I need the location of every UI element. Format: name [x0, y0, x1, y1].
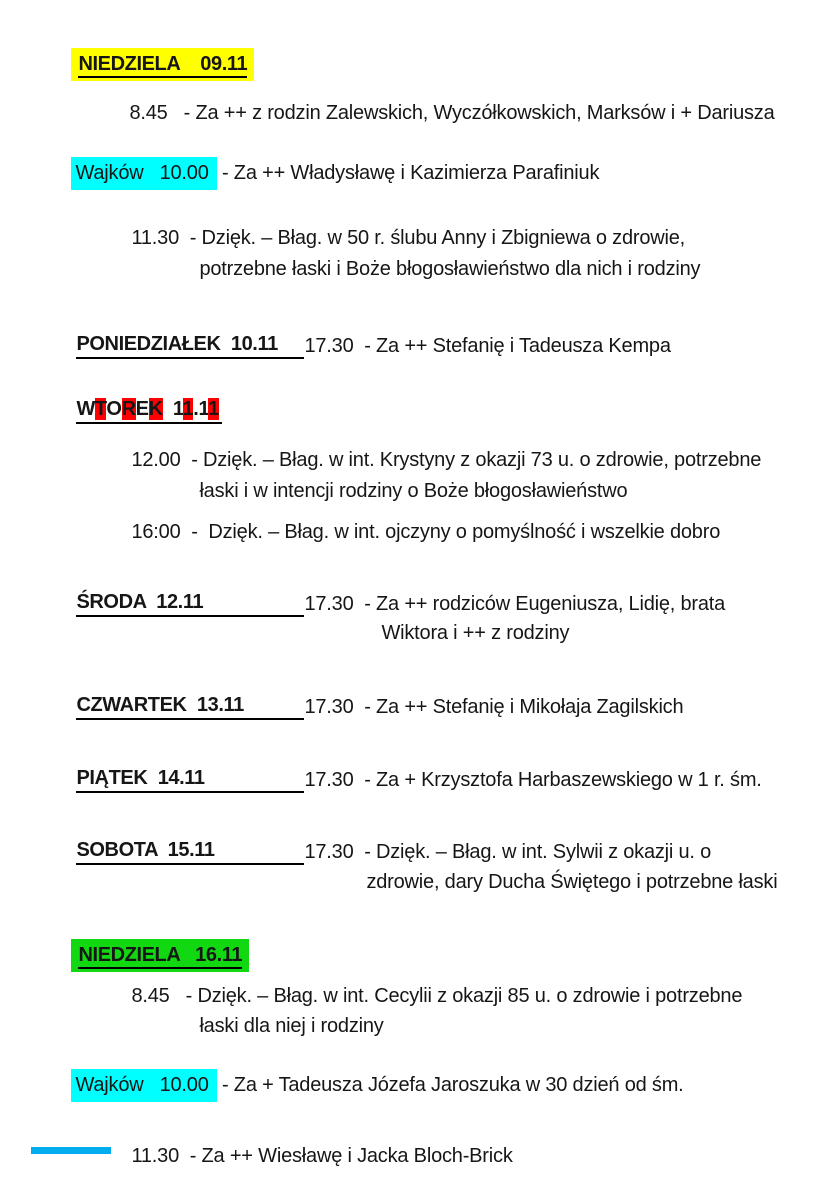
- mass-entry-sun1-1130-line2: [178, 230, 700, 308]
- mass-entry-text: 11.30 - Dzięk. – Błag. w 50 r. ślubu Anny i Zbigniewa o zdrowie,: [131, 227, 686, 249]
- mass-entry-text: zdrowie, dary Ducha Świętego i potrzebne łaski: [366, 871, 778, 893]
- day-header-text: NIEDZIELA 16.11: [78, 944, 242, 969]
- mass-entry-text: łaski i w intencji rodziny o Boże błogosławieństwo: [199, 480, 628, 502]
- mass-entry-text: Wiktora i ++ z rodziny: [381, 622, 570, 644]
- mass-entry-text: 17.30 - Za ++ Stefanię i Mikołaja Zagilskich: [304, 696, 684, 718]
- mass-entry-text: potrzebne łaski i Boże błogosławieństwo dla nich i rodziny: [199, 258, 701, 280]
- mass-entry-wed-line2: [360, 594, 569, 672]
- day-header-wednesday: ŚRODA 12.11: [76, 589, 304, 617]
- mass-entry-text: łaski dla niej i rodziny: [199, 1015, 384, 1037]
- mass-entry-text: 17.30 - Za ++ rodziców Eugeniusza, Lidię, brata: [304, 593, 726, 615]
- mass-entry-text: 8.45 - Dzięk. – Błag. w int. Cecylii z okazji 85 u. o zdrowie i potrzebne: [131, 985, 743, 1007]
- char: E: [135, 398, 149, 420]
- day-row-friday: [55, 739, 762, 819]
- red-highlighted-char: T: [94, 398, 107, 420]
- mass-entry-text: - Za ++ Władysławę i Kazimierza Parafiniuk: [216, 162, 600, 184]
- char: .1: [193, 398, 209, 420]
- mass-entry-sun2-wajkow: [50, 1043, 684, 1128]
- mass-entry-text: 12.00 - Dzięk. – Błag. w int. Krystyny z okazji 73 u. o zdrowie, potrzebne: [131, 449, 762, 471]
- day-header-saturday: SOBOTA 15.11: [76, 837, 304, 865]
- mass-entry-text: 8.45 - Za ++ z rodzin Zalewskich, Wyczółkowskich, Marksów i + Dariusza: [129, 102, 775, 124]
- bottom-cutoff-highlight-bar: [31, 1147, 111, 1154]
- char: O: [106, 398, 122, 420]
- mass-entry-sun2-1130: [110, 1117, 513, 1195]
- mass-entry-text: 16:00 - Dzięk. – Błag. w int. ojczyny o pomyślność i wszelkie dobro: [131, 521, 721, 543]
- day-header-text-striped: [76, 396, 221, 424]
- mass-entry-text: - Za + Tadeusza Józefa Jaroszuka w 30 dzień od śm.: [216, 1074, 684, 1096]
- mass-entry-text: 17.30 - Za ++ Stefanię i Tadeusza Kempa: [304, 335, 671, 357]
- cyan-highlight-wajkow: Wajków 10.00: [71, 157, 216, 190]
- red-highlighted-char: 1: [182, 398, 194, 420]
- red-highlighted-char: 1: [208, 398, 219, 420]
- day-header-thursday: CZWARTEK 13.11: [76, 692, 304, 720]
- mass-entry-tue-1600: [110, 493, 720, 571]
- char: W: [76, 398, 95, 420]
- day-header-monday: PONIEDZIAŁEK 10.11: [76, 331, 304, 359]
- mass-entry-text: 11.30 - Za ++ Wiesławę i Jacka Bloch-Brick: [131, 1145, 513, 1167]
- mass-entry-sat-line2: [345, 843, 777, 921]
- mass-entry-text: 17.30 - Za + Krzysztofa Harbaszewskiego w 1 r. śm.: [304, 769, 762, 791]
- day-header-friday: PIĄTEK 14.11: [76, 765, 304, 793]
- day-header-text: NIEDZIELA 09.11: [78, 53, 247, 78]
- cyan-highlight-wajkow: Wajków 10.00: [71, 1069, 216, 1102]
- mass-entry-text: 17.30 - Dzięk. – Błag. w int. Sylwii z okazji u. o: [304, 841, 712, 863]
- char: 1: [162, 398, 183, 420]
- red-highlighted-char: K: [148, 398, 163, 420]
- red-highlighted-char: R: [121, 398, 136, 420]
- day-row-thursday: [55, 666, 683, 746]
